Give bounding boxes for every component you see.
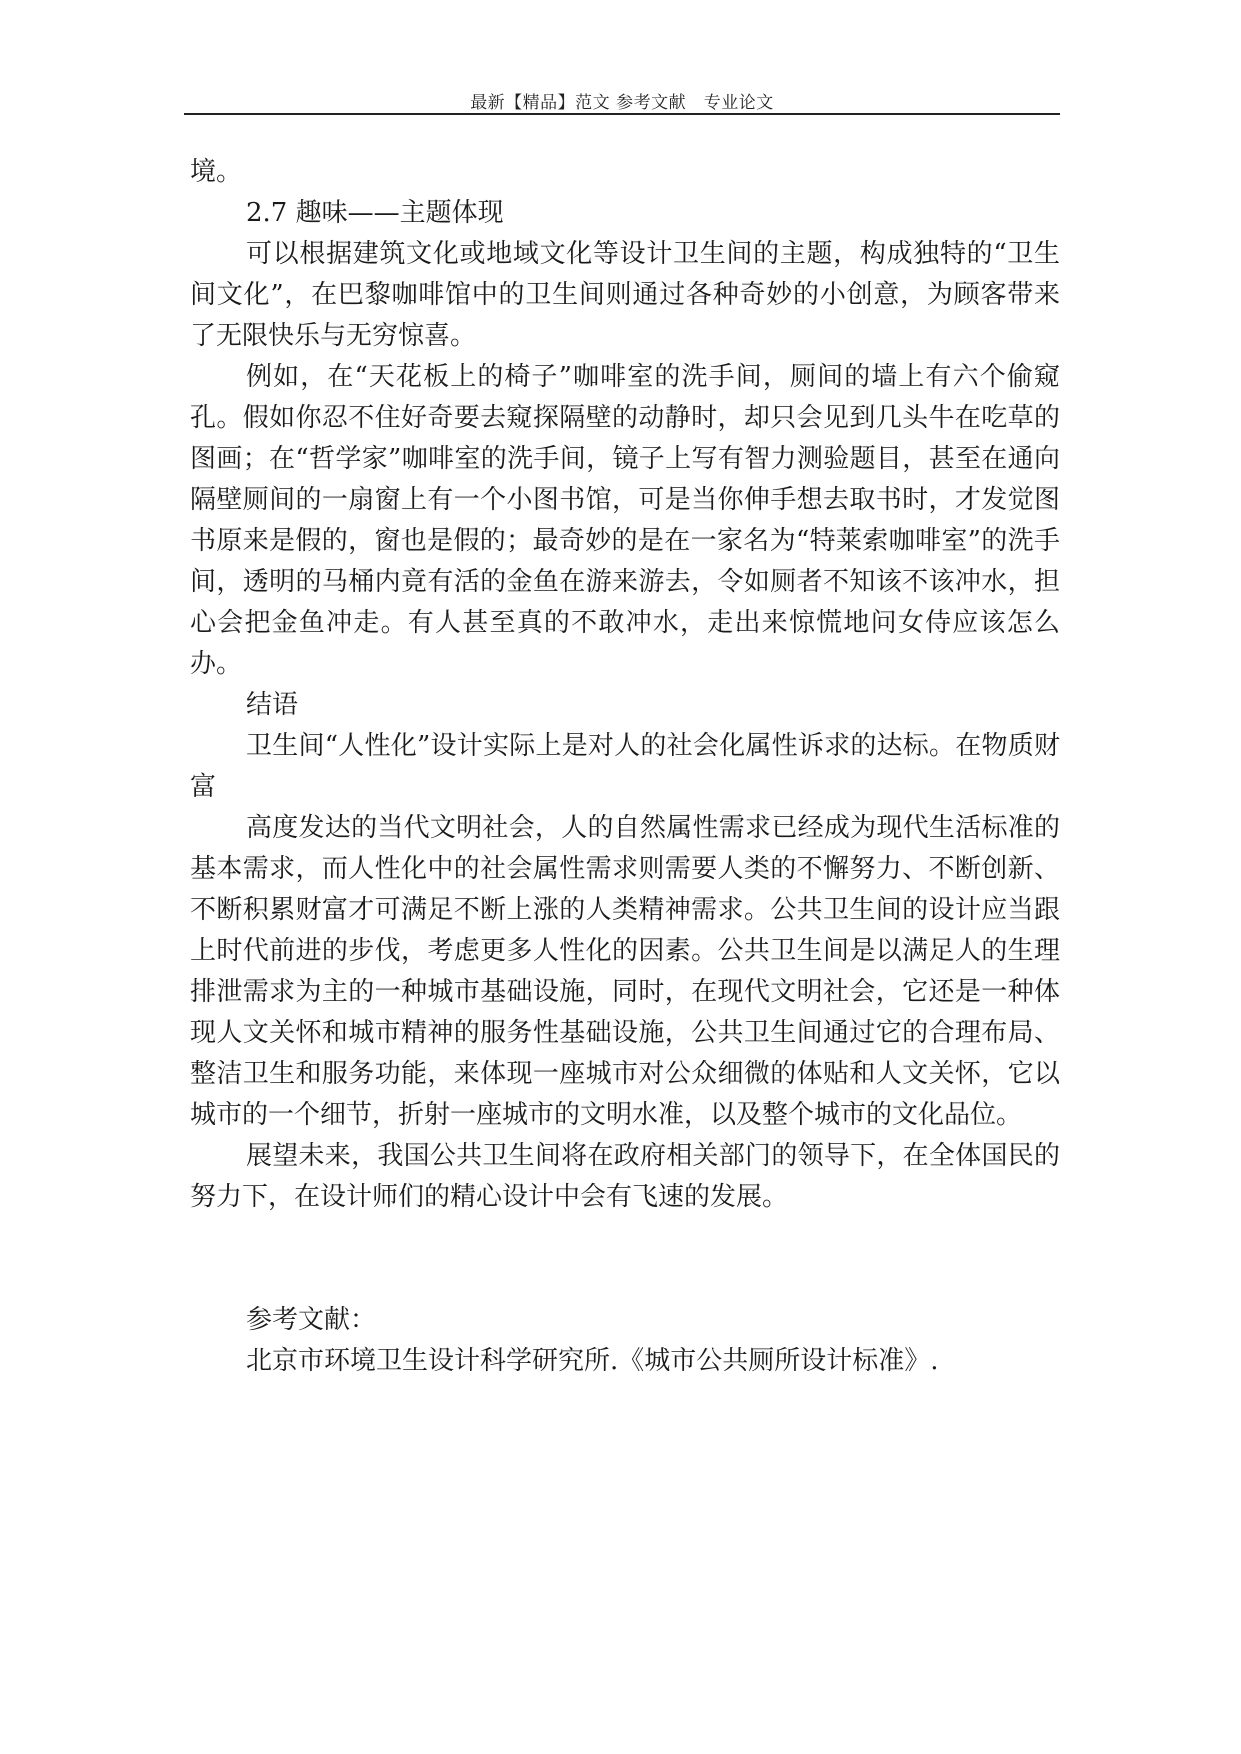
paragraph-conclusion-body: 高度发达的当代文明社会，人的自然属性需求已经成为现代生活标准的基本需求，而人性化中的社会属性需求则需要人类的不懈努力、不断创新、不断积累财富才可满足不断上涨的人类精神需求。公共卫生间的设计应当跟上时代前进的步伐，考虑更多人性化的因素。公共卫生间是以满足人的生理排泄需求为主的一种城市基础设施，同时，在现代文明社会，它还是一种体现人文关怀和城市精神的服务性基础设施，公共卫生间通过它的合理布局、整洁卫生和服务功能，来体现一座城市对公众细微的体贴和人文关怀，它以城市的一个细节，折射一座城市的文明水准，以及整个城市的文化品位。 <box>190 813 1060 1130</box>
references-heading: 参考文献： <box>246 1305 377 1335</box>
paragraph-continuation: 境。 <box>190 157 243 187</box>
page-header: 最新【精品】范文 参考文献 专业论文 <box>470 93 774 113</box>
section-heading-2-7: 2.7 趣味——主题体现 <box>246 198 504 228</box>
paragraph-theme: 可以根据建筑文化或地域文化等设计卫生间的主题，构成独特的“卫生间文化”，在巴黎咖啡馆中的卫生间则通过各种奇妙的小创意，为顾客带来了无限快乐与无穷惊喜。 <box>190 239 1060 351</box>
section-heading-conclusion: 结语 <box>246 690 299 720</box>
document-body <box>190 152 1060 1382</box>
header-rule <box>184 113 1060 115</box>
spacer <box>190 1218 1060 1300</box>
reference-item: 北京市环境卫生设计科学研究所.《城市公共厕所设计标准》. <box>246 1346 939 1376</box>
paragraph-examples: 例如，在“天花板上的椅子”咖啡室的洗手间，厕间的墙上有六个偷窥孔。假如你忍不住好奇要去窥探隔壁的动静时，却只会见到几头牛在吃草的图画；在“哲学家”咖啡室的洗手间，镜子上写有智力测验题目，甚至在通向隔壁厕间的一扇窗上有一个小图书馆，可是当你伸手想去取书时，才发觉图书原来是假的，窗也是假的；最奇妙的是在一家名为“特莱索咖啡室”的洗手间，透明的马桶内竟有活的金鱼在游来游去，令如厕者不知该不该冲水，担心会把金鱼冲走。有人甚至真的不敢冲水，走出来惊慌地问女侍应该怎么办。 <box>190 362 1060 679</box>
paragraph-conclusion-intro: 卫生间“人性化”设计实际上是对人的社会化属性诉求的达标。在物质财富 <box>190 731 1060 802</box>
paragraph-outlook: 展望未来，我国公共卫生间将在政府相关部门的领导下，在全体国民的努力下，在设计师们的精心设计中会有飞速的发展。 <box>190 1141 1060 1212</box>
